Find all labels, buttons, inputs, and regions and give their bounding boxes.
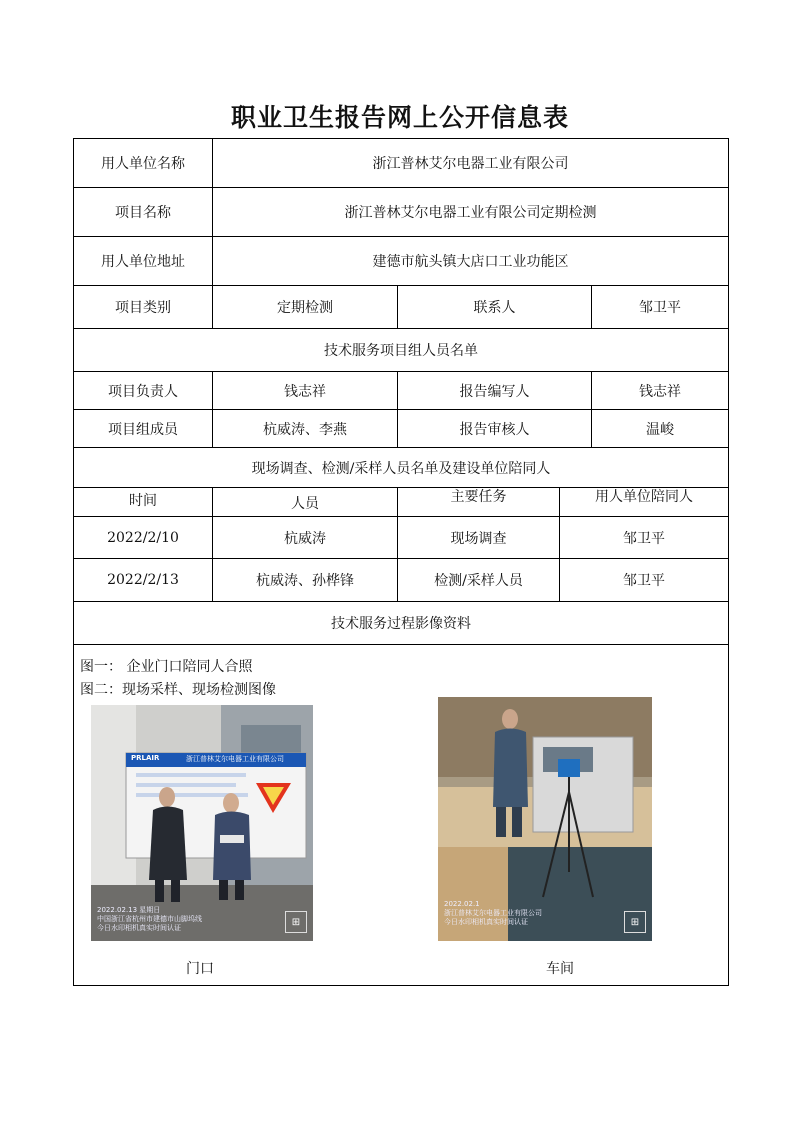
photo-gate xyxy=(91,705,313,941)
gate-overlay-date: 2022.02.13 星期日 xyxy=(97,906,161,914)
survey-row-1-time: 2022/2/10 xyxy=(107,529,179,546)
contact-label: 联系人 xyxy=(473,300,516,316)
images-heading: 技术服务过程影像资料 xyxy=(331,616,471,632)
employer-name-label: 用人单位名称 xyxy=(101,156,185,172)
survey-row-1-task: 现场调查 xyxy=(450,530,507,547)
employer-name: 浙江普林艾尔电器工业有限公司 xyxy=(372,156,569,172)
gate-overlay-note: 今日水印相机真实时间认证 xyxy=(97,924,181,932)
contact: 邹卫平 xyxy=(639,300,681,316)
project-name-label: 项目名称 xyxy=(115,205,171,221)
workshop-overlay-date: 2022.02.1 xyxy=(444,900,480,908)
figure-note-1: 图一： 企业门口陪同人合照 xyxy=(80,659,253,675)
figure-note-2: 图二：现场采样、现场检测图像 xyxy=(80,682,276,698)
survey-row-2-task: 检测/采样人员 xyxy=(434,573,523,589)
project-type-label: 项目类别 xyxy=(115,300,171,316)
survey-heading: 现场调查、检测/采样人员名单及建设单位陪同人 xyxy=(251,460,551,477)
survey-row-1-person: 杭威涛 xyxy=(284,530,326,547)
project-type: 定期检测 xyxy=(277,300,333,316)
watermark-camera-icon: ⊞ xyxy=(624,911,646,933)
workshop-overlay-location: 浙江普林艾尔电器工业有限公司 xyxy=(444,909,542,917)
survey-header-task: 主要任务 xyxy=(450,489,507,505)
caption-gate: 门口 xyxy=(186,961,214,977)
leader-label: 项目负责人 xyxy=(108,383,178,400)
reviewer: 温峻 xyxy=(646,421,674,438)
caption-workshop: 车间 xyxy=(546,961,574,977)
survey-row-2-person: 杭威涛、孙桦锋 xyxy=(256,573,354,589)
gate-sign-logo: PRLAIR xyxy=(131,754,160,762)
members: 杭威涛、李燕 xyxy=(263,421,347,438)
gate-overlay-location: 中国浙江省杭州市建德市山脚坞线 xyxy=(97,915,202,923)
writer: 钱志祥 xyxy=(639,383,681,400)
reviewer-label: 报告审核人 xyxy=(459,421,530,438)
survey-header-time: 时间 xyxy=(129,493,157,509)
project-name: 浙江普林艾尔电器工业有限公司定期检测 xyxy=(344,205,597,221)
gate-sign-text: 浙江普林艾尔电器工业有限公司 xyxy=(186,755,284,763)
writer-label: 报告编写人 xyxy=(459,383,530,400)
survey-header-person: 人员 xyxy=(291,496,319,512)
survey-row-2-time: 2022/2/13 xyxy=(107,572,179,588)
survey-row-1-companion: 邹卫平 xyxy=(623,530,665,547)
page-title: 职业卫生报告网上公开信息表 xyxy=(230,103,569,132)
workshop-overlay-note: 今日水印相机真实时间认证 xyxy=(444,918,528,926)
members-label: 项目组成员 xyxy=(108,421,178,438)
photo-workshop xyxy=(438,697,652,941)
survey-header-companion: 用人单位陪同人 xyxy=(595,489,693,505)
watermark-camera-icon: ⊞ xyxy=(285,911,307,933)
employer-address: 建德市航头镇大店口工业功能区 xyxy=(372,254,569,270)
leader: 钱志祥 xyxy=(284,383,326,400)
survey-row-2-companion: 邹卫平 xyxy=(623,573,665,589)
employer-address-label: 用人单位地址 xyxy=(101,254,185,270)
team-heading: 技术服务项目组人员名单 xyxy=(324,343,478,359)
